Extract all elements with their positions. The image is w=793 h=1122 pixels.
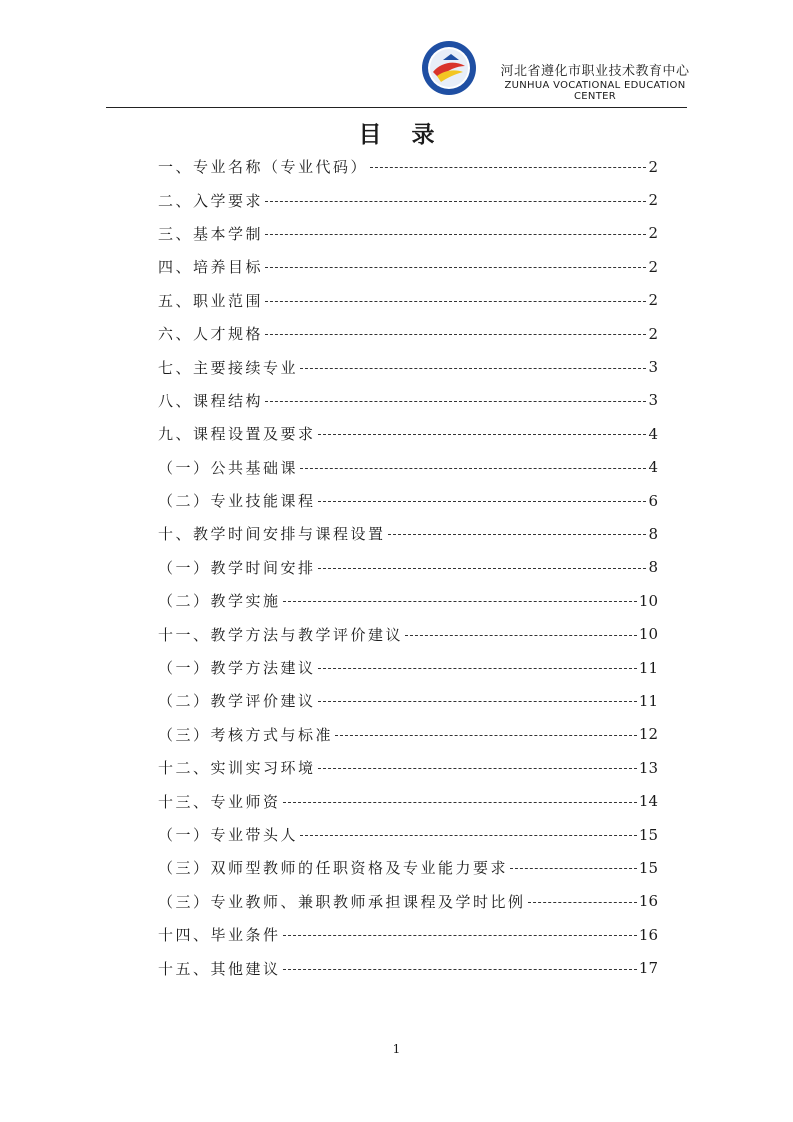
toc-entry-label: 五、职业范围	[158, 291, 264, 310]
toc-entry[interactable]	[158, 751, 658, 784]
toc-entry-page: 8	[648, 558, 658, 577]
table-of-contents	[158, 150, 658, 985]
toc-entry[interactable]	[158, 617, 658, 650]
toc-entry-page: 11	[638, 691, 658, 710]
toc-leader-dashes	[510, 868, 637, 869]
toc-leader-dashes	[265, 401, 646, 402]
toc-entry-label: （三）考核方式与标准	[158, 725, 334, 744]
toc-entry-page: 6	[648, 491, 658, 510]
toc-entry[interactable]	[158, 217, 658, 250]
toc-entry-label: 十三、专业师资	[158, 792, 281, 811]
toc-entry-page: 17	[638, 959, 658, 978]
org-name-en: ZUNHUA VOCATIONAL EDUCATION CENTER	[504, 80, 686, 102]
toc-entry-label: （一）专业带头人	[158, 826, 299, 844]
toc-leader-dashes	[318, 768, 637, 769]
toc-entry[interactable]	[158, 651, 658, 684]
toc-entry-page: 16	[638, 892, 658, 911]
toc-entry-label: 一、专业名称（专业代码）	[158, 158, 369, 177]
toc-leader-dashes	[318, 701, 637, 702]
toc-leader-dashes	[370, 167, 646, 168]
toc-entry-page: 3	[648, 358, 658, 377]
toc-entry[interactable]	[158, 818, 658, 851]
toc-entry[interactable]	[158, 684, 658, 717]
toc-entry-label: 十二、实训实习环境	[158, 759, 316, 778]
toc-entry-label: （一）公共基础课	[158, 458, 299, 477]
toc-entry[interactable]	[158, 183, 658, 216]
toc-entry-page: 13	[638, 758, 658, 777]
page-header	[0, 0, 793, 112]
toc-entry[interactable]	[158, 584, 658, 617]
school-emblem-icon	[421, 40, 477, 96]
toc-entry-label: （三）专业教师、兼职教师承担课程及学时比例	[158, 892, 526, 911]
toc-leader-dashes	[300, 468, 646, 469]
toc-leader-dashes	[300, 368, 646, 369]
page-number: 1	[392, 1042, 401, 1056]
toc-entry-label: （一）教学时间安排	[158, 558, 316, 577]
toc-entry-page: 2	[648, 257, 658, 276]
toc-entry-label: （二）教学评价建议	[158, 692, 316, 711]
toc-entry-label: 四、培养目标	[158, 258, 264, 277]
toc-entry-label: 七、主要接续专业	[158, 358, 299, 377]
toc-entry-label: 八、课程结构	[158, 391, 264, 410]
org-name-cn: 河北省遵化市职业技术教育中心	[500, 64, 690, 79]
toc-leader-dashes	[265, 201, 646, 202]
toc-entry-page: 15	[638, 825, 658, 844]
toc-entry-page: 2	[648, 224, 658, 243]
toc-entry[interactable]	[158, 451, 658, 484]
toc-entry-label: 二、入学要求	[158, 191, 264, 210]
toc-entry-page: 4	[648, 458, 658, 477]
toc-entry-page: 12	[638, 725, 658, 744]
toc-entry[interactable]	[158, 317, 658, 350]
toc-entry[interactable]	[158, 417, 658, 450]
toc-entry-page: 10	[638, 591, 658, 610]
toc-entry[interactable]	[158, 350, 658, 383]
toc-entry-label: 十四、毕业条件	[158, 926, 281, 945]
toc-leader-dashes	[283, 935, 637, 936]
toc-entry-page: 8	[648, 524, 658, 543]
toc-leader-dashes	[318, 568, 647, 569]
toc-entry-label: 三、基本学制	[158, 224, 264, 243]
toc-leader-dashes	[265, 267, 646, 268]
toc-entry[interactable]	[158, 784, 658, 817]
toc-entry-label: （二）专业技能课程	[158, 492, 316, 511]
toc-entry-label: （三）双师型教师的任职资格及专业能力要求	[158, 859, 509, 878]
toc-entry-page: 3	[648, 391, 658, 410]
toc-entry-label: （二）教学实施	[158, 592, 281, 611]
toc-leader-dashes	[335, 735, 637, 736]
toc-entry[interactable]	[158, 150, 658, 183]
toc-entry-label: 十、教学时间安排与课程设置	[158, 525, 386, 544]
toc-entry-page: 4	[648, 424, 658, 443]
toc-entry[interactable]	[158, 551, 658, 584]
toc-entry-page: 2	[648, 291, 658, 310]
toc-leader-dashes	[283, 969, 637, 970]
toc-entry-page: 2	[648, 191, 658, 210]
toc-leader-dashes	[300, 835, 637, 836]
header-divider	[106, 107, 687, 108]
toc-leader-dashes	[388, 534, 647, 535]
toc-leader-dashes	[318, 501, 647, 502]
page-title: 目录	[358, 122, 465, 148]
toc-entry-page: 15	[638, 858, 658, 877]
toc-entry-page: 16	[638, 925, 658, 944]
toc-entry-page: 2	[648, 157, 658, 176]
toc-entry-page: 10	[638, 625, 658, 644]
toc-leader-dashes	[405, 635, 637, 636]
toc-leader-dashes	[265, 334, 646, 335]
toc-entry-label: （一）教学方法建议	[158, 659, 316, 678]
toc-leader-dashes	[283, 802, 637, 803]
toc-entry[interactable]	[158, 517, 658, 550]
toc-leader-dashes	[265, 301, 646, 302]
toc-entry-page: 2	[648, 324, 658, 343]
toc-entry[interactable]	[158, 484, 658, 517]
toc-entry[interactable]	[158, 384, 658, 417]
toc-entry-page: 11	[638, 658, 658, 677]
toc-leader-dashes	[528, 902, 637, 903]
toc-entry-page: 14	[638, 792, 658, 811]
toc-entry-label: 九、课程设置及要求	[158, 425, 316, 444]
toc-entry[interactable]	[158, 718, 658, 751]
toc-entry[interactable]	[158, 284, 658, 317]
toc-entry[interactable]	[158, 918, 658, 951]
toc-leader-dashes	[283, 601, 637, 602]
toc-entry-label: 六、人才规格	[158, 325, 264, 344]
toc-leader-dashes	[318, 434, 647, 435]
toc-entry[interactable]	[158, 951, 658, 984]
toc-leader-dashes	[318, 668, 637, 669]
toc-entry[interactable]	[158, 250, 658, 283]
toc-entry-label: 十五、其他建议	[158, 959, 281, 978]
toc-leader-dashes	[265, 234, 646, 235]
toc-entry[interactable]	[158, 851, 658, 884]
toc-entry[interactable]	[158, 885, 658, 918]
toc-entry-label: 十一、教学方法与教学评价建议	[158, 625, 404, 644]
